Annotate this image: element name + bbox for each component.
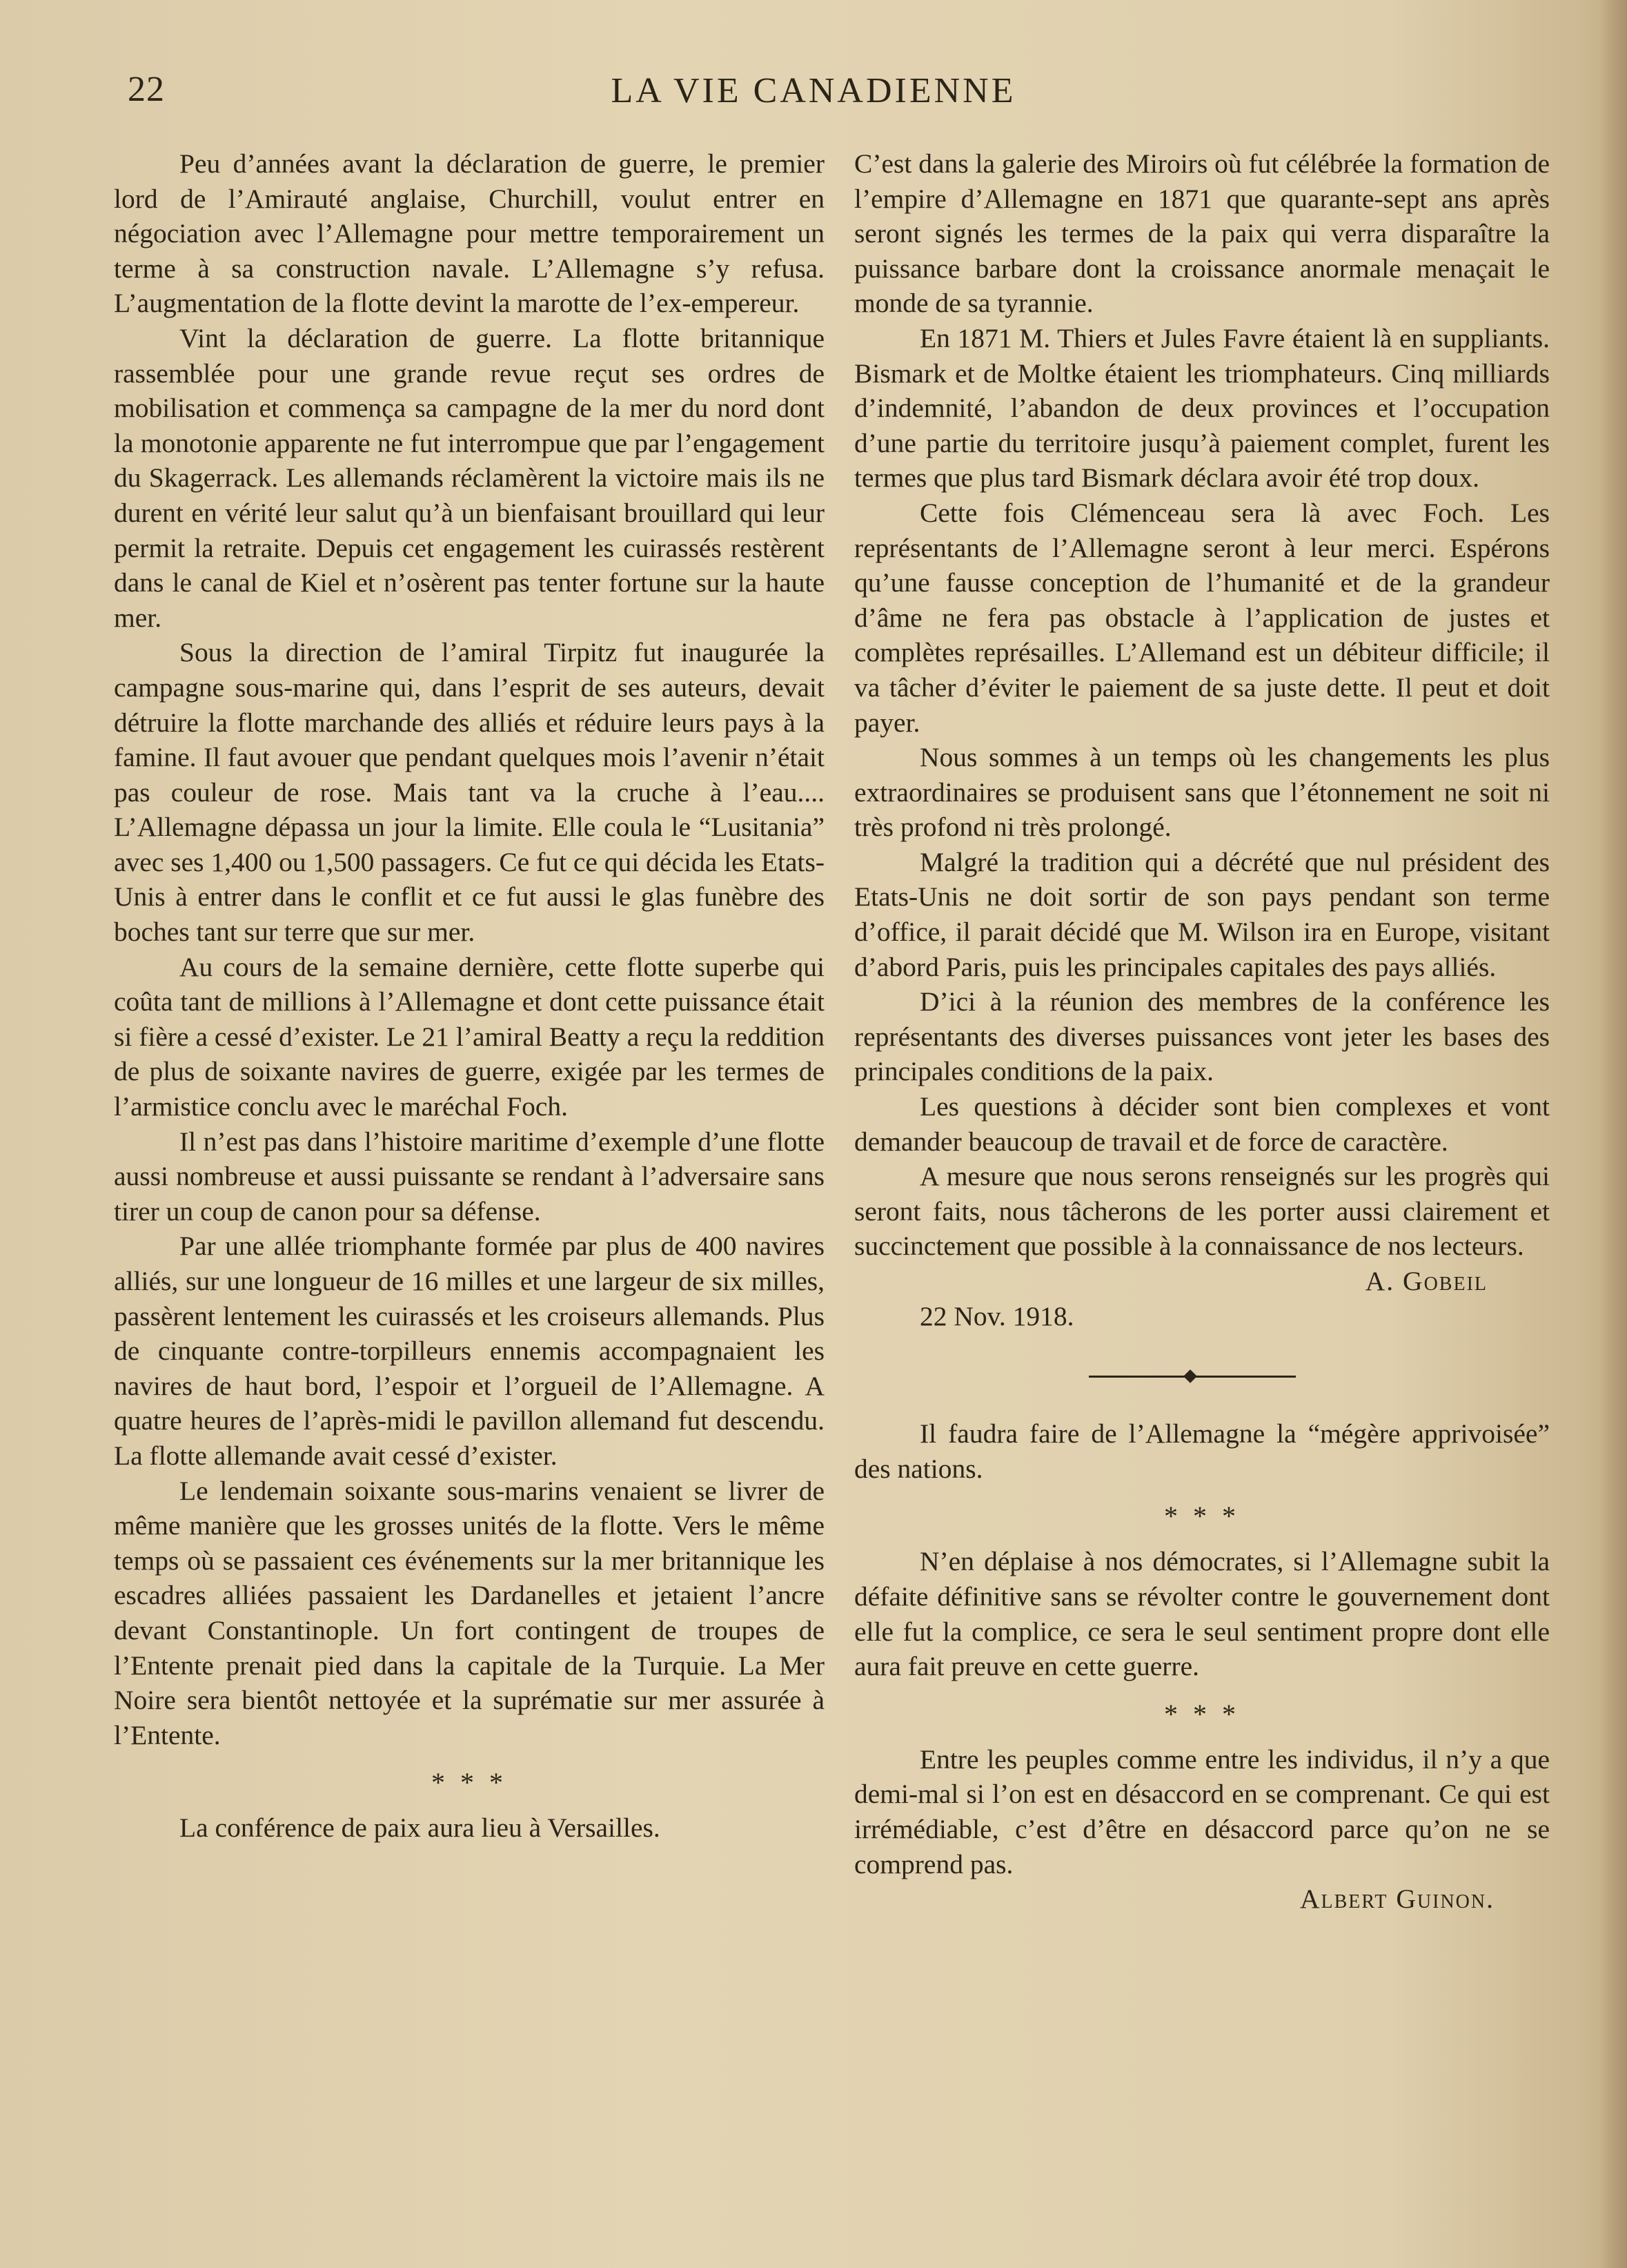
section-stars: * * * (431, 1767, 507, 1799)
paragraph: Nous sommes à un temps où les changements les plus extraordinaires se produisent sans que l’étonnement ne soit ni très profond ni très prolongé. (854, 742, 1550, 843)
paragraph: A mesure que nous serons renseignés sur les progrès qui seront faits, nous tâcherons de les porter aussi clairement et succinctement que possible à la connaissance de nos lecteurs. (854, 1161, 1550, 1262)
paragraph: D’ici à la réunion des membres de la conférence les représentants des diverses puissances vont jeter les bases des principales conditions de la paix. (854, 986, 1550, 1087)
paragraph: Au cours de la semaine dernière, cette flotte superbe qui coûta tant de millions à l’Allemagne et dont cette puissance était si fière a cessé d’exister. Le 21 l’amiral Beatty a reçu la reddition de plus de soixante navires de guerre, exigée par les termes de l’armistice conclu avec le maréchal Foch. (114, 951, 825, 1122)
aphorism: Entre les peuples comme entre les individus, il n’y a que demi-mal si l’on est en désaccord en se comprenant. Ce qui est irrémédiable, c’est d’être en désaccord parce qu’on ne se comprend pas. (854, 1743, 1550, 1879)
paragraph: Peu d’années avant la déclaration de guerre, le premier lord de l’Amirauté anglaise, Churchill, voulut entrer en négociation avec l’Allemagne pour mettre temporairement un terme à sa construction navale. L’Allemagne s’y refusa. L’augmentation de la flotte devint la marotte de l’ex-empereur. (114, 148, 825, 319)
paragraph: C’est dans la galerie des Miroirs où fut célébrée la formation de l’empire d’Allemagne en 1871 que quarante-sept ans après seront signés les termes de la paix qui verra disparaître la puissance barbare dont la croissance anormale menaçait le monde de sa tyrannie. (854, 148, 1550, 319)
aphorism: N’en déplaise à nos démocrates, si l’Allemagne subit la défaite définitive sans se révolter contre le gouvernement dont elle fut la complice, ce sera le seul sentiment propre dont elle aura fait preuve en cette guerre. (854, 1546, 1550, 1682)
paragraph: En 1871 M. Thiers et Jules Favre étaient là en suppliants. Bismark et de Moltke étaient les triomphateurs. Cinq milliards d’indemnité, l’abandon de deux provinces et l’occupation d’une partie du territoire jusqu’à paiement complet, furent les termes que plus tard Bismark déclara avoir été trop doux. (854, 322, 1550, 493)
aphorism: Il faudra faire de l’Allemagne la “mégère apprivoisée” des nations. (854, 1418, 1550, 1484)
paragraph: Cette fois Clémenceau sera là avec Foch. Les représentants de l’Allemagne seront à leur merci. Espérons qu’une fausse conception de l’humanité et de la grandeur d’âme ne fera pas obstacle à l’application de justes et complètes représailles. L’Allemand est un débiteur difficile; il va tâcher d’éviter le paiement de sa juste dette. Il peut et doit payer. (854, 497, 1550, 738)
paragraph: Sous la direction de l’amiral Tirpitz fut inaugurée la campagne sous-marine qui, dans l’esprit de ses auteurs, devait détruire la flotte marchande des alliés et réduire leurs pays à la famine. Il faut avouer que pendant quelques mois l’avenir n’était pas couleur de rose. Mais tant va la cruche à l’eau.... L’Allemagne dépassa un jour la limite. Elle coula le “Lusitania” avec ses 1,400 ou 1,500 passagers. Ce fut ce qui décida les Etats-Unis à entrer dans le conflit et ce fut aussi le glas funèbre des boches tant sur terre que sur mer. (114, 637, 825, 948)
paragraph: Vint la déclaration de guerre. La flotte britannique rassemblée pour une grande revue reçut ses ordres de mobilisation et commença sa campagne de la mer du nord dont la monotonie apparente ne fut interrompue que par l’engagement du Skagerrack. Les allemands réclamèrent la victoire mais ils ne durent en vérité leur salut qu’à un bienfaisant brouillard qui leur permit la retraite. Depuis cet engagement les cuirassés restèrent dans le canal de Kiel et n’osèrent pas tenter fortune sur la haute mer. (114, 322, 825, 633)
section-stars: * * * (1164, 1500, 1240, 1532)
page-edge-shadow (1599, 0, 1627, 2268)
paragraph: Par une allée triomphante formée par plus de 400 navires alliés, sur une longueur de 16 milles et une largeur de six milles, passèrent lentement les cuirassés et les croiseurs allemands. Plus de cinquante contre-torpilleurs ennemis accompagnaient les navires de haut bord, l’espoir et l’orgueil de l’Allemagne. A quatre heures de l’après-midi le pavillon allemand fut descendu. La flotte allemande avait cessé d’exister. (114, 1231, 825, 1471)
paragraph: Malgré la tradition qui a décrété que nul président des Etats-Unis ne doit sortir de son pays pendant son terme d’office, il parait décidé que M. Wilson ira en Europe, visitant d’abord Paris, puis les principales capitales des pays alliés. (854, 846, 1550, 982)
paragraph: Les questions à décider sont bien complexes et vont demander beaucoup de travail et de force de caractère. (854, 1091, 1550, 1157)
paragraph: Le lendemain soixante sous-marins venaient se livrer de même manière que les grosses unités de la flotte. Vers le même temps où se passaient ces événements sur la mer britannique les escadres alliées passaient les Dardanelles et jetaient l’ancre devant Constantinople. Un fort contingent de troupes de l’Entente prenait pied dans la capitale de la Turquie. La Mer Noire sera bientôt nettoyée et la suprématie sur mer assurée à l’Entente. (114, 1475, 825, 1750)
left-column (114, 146, 825, 1846)
article-date: 22 Nov. 1918. (920, 1300, 1074, 1331)
author-signature: Albert Guinon. (1300, 1884, 1495, 1915)
page-number: 22 (128, 70, 165, 109)
section-stars: * * * (1164, 1698, 1240, 1730)
running-title: LA VIE CANADIENNE (611, 71, 1016, 110)
author-signature: A. Gobeil (1365, 1266, 1488, 1296)
right-column (854, 146, 1550, 1917)
closing-paragraph: La conférence de paix aura lieu à Versailles. (179, 1812, 660, 1844)
divider-ornament (1183, 1369, 1197, 1383)
section-divider (854, 1369, 1550, 1383)
paragraph: Il n’est pas dans l’histoire maritime d’exemple d’une flotte aussi nombreuse et aussi puissante se rendant à l’adversaire sans tirer un coup de canon pour sa défense. (114, 1126, 825, 1226)
